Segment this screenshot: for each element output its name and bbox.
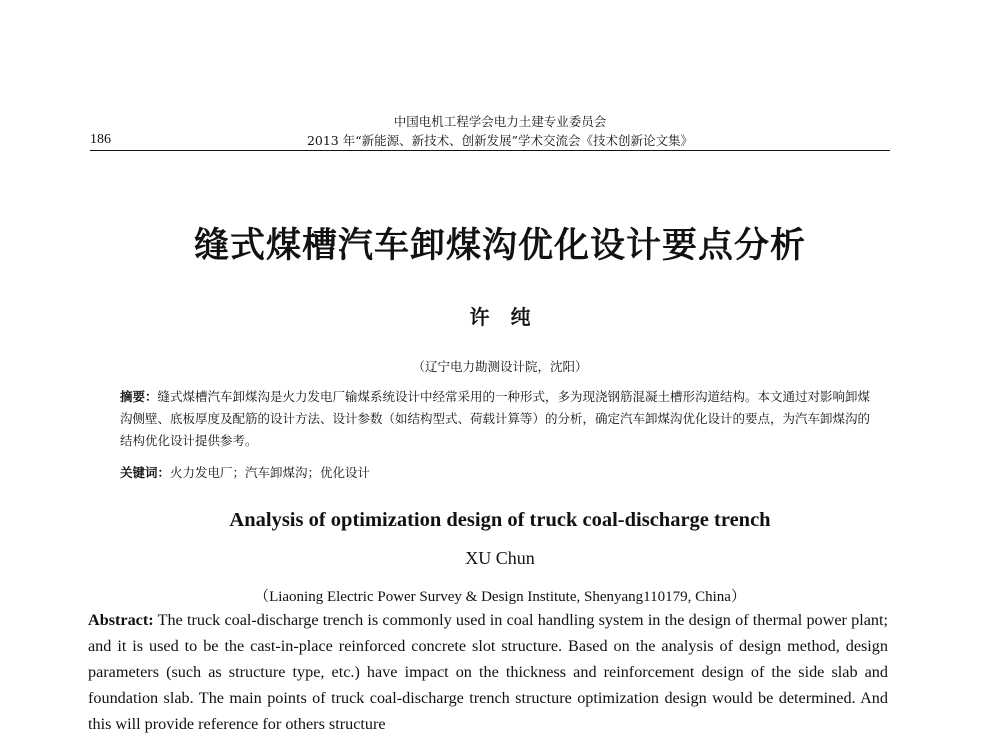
paper-title-cn: 缝式煤槽汽车卸煤沟优化设计要点分析: [193, 226, 806, 266]
abstract-cn-text: 缝式煤槽汽车卸煤沟是火力发电厂输煤系统设计中经常采用的一种形式，多为现浇钢筋混凝土槽形沟道结构。本文通过对影响卸煤沟侧壁、底板厚度及配筋的设计方法、设计参数（如结构型式、荷载计算等）的分析，确定汽车卸煤沟优化设计的要点，为汽车卸煤沟的结构优化设计提供参考。: [120, 389, 871, 448]
keywords-cn-label: 关键词：: [120, 465, 171, 480]
abstract-en: [88, 607, 888, 737]
affiliation-en: （Liaoning Electric Power Survey & Design Institute, Shenyang110179, China）: [254, 589, 746, 605]
affiliation-cn: （辽宁电力勘测设计院，沈阳）: [412, 359, 588, 374]
running-header-line1: 中国电机工程学会电力土建专业委员会: [393, 114, 607, 129]
header-divider: [90, 150, 890, 151]
author-cn: 许 纯: [469, 305, 531, 329]
abstract-en-text: The truck coal-discharge trench is commonly used in coal handling system in the design of thermal power plant; and it is used to be the cast-in-place reinforced concrete slot structure. Based on the analysis of design method, design parameters (such as structure type, etc.) have impact on the thickness and reinforcement design of the side slab and foundation slab. The main points of truck coal-discharge trench structure optimization design would be determined. And this will provide reference for others structure: [88, 611, 888, 733]
abstract-cn-label: 摘要：: [120, 389, 158, 404]
abstract-en-label: Abstract:: [88, 611, 154, 629]
abstract-cn: [120, 386, 880, 452]
keywords-cn: [120, 462, 880, 484]
author-en: XU Chun: [465, 548, 535, 568]
keywords-cn-text: 火力发电厂；汽车卸煤沟；优化设计: [170, 465, 371, 480]
running-header-line2: 2013 年“新能源、新技术、创新发展”学术交流会《技术创新论文集》: [306, 133, 694, 148]
running-header: [250, 112, 750, 150]
page-number: 186: [90, 132, 111, 147]
paper-title-en: Analysis of optimization design of truck coal-discharge trench: [229, 509, 771, 531]
